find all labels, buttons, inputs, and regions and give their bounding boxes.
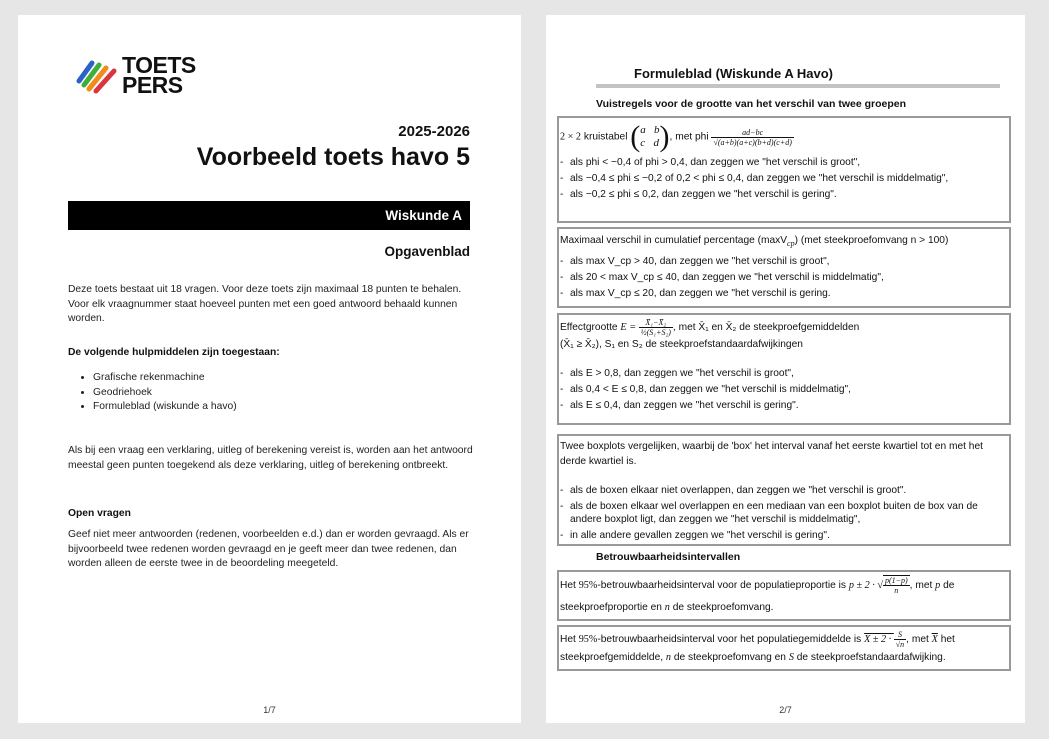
boxplot-rule-item: - als de boxen elkaar niet overlappen, dan zeggen we "het verschil is groot". <box>560 485 907 496</box>
effect-label: Effectgrootte <box>560 322 621 334</box>
page-2 <box>546 15 1025 723</box>
ci-mean-formula: $\frac{S}{√n}$ <box>895 630 905 649</box>
formula-sheet-title: Formuleblad (Wiskunde A Havo) <box>634 66 833 81</box>
vcp-rule-box: Maximaal verschil in cumulatief percentage (maxV$_{cp}$) (met steekproefomvang n > 100) - als max V_cp > 40, dan zeggen we "het verschil is groot", - als 20 < max V_cp ≤ 40, dan zeggen we "het verschil is middelmatig", - als max V_cp ≤ 20, dan zeggen we "het verschil is gering. <box>557 227 1011 308</box>
aid-item: • Geodriehoek <box>93 386 478 401</box>
boxplot-rule-item: - in alle andere gevallen zeggen we "het verschil is gering". <box>560 530 830 541</box>
phi-rule-item: - als −0,2 ≤ phi ≤ 0,2, dan zeggen we "het verschil is gering". <box>560 189 837 200</box>
ci-prop-formula: $\frac{p(1-p)}{n}$ <box>884 576 908 596</box>
section-heading-intervals: Betrouwbaarheidsintervallen <box>596 551 741 563</box>
aids-list <box>68 371 478 415</box>
vcp-rule-item: - als 20 < max V_cp ≤ 40, dan zeggen we "het verschil is middelmatig", <box>560 272 884 284</box>
logo-line-2: PERS <box>122 72 183 98</box>
phi-dims: 2 × 2 <box>560 131 582 143</box>
vcp-rule-item: - als max V_cp ≤ 20, dan zeggen we "het verschil is gering. <box>560 288 831 300</box>
boxplot-intro: Twee boxplots vergelijken, waarbij de 'box' het interval vanaf het eerste kwartiel tot en met het derde kwartiel is. <box>560 441 983 467</box>
crosstab-matrix: a b c d <box>640 124 660 149</box>
vcp-intro: Maximaal verschil in cumulatief percentage (maxV <box>560 235 788 246</box>
page-number: 2/7 <box>779 705 792 715</box>
phi-rule-item: - als −0,4 ≤ phi ≤ −0,2 of 0,2 < phi ≤ 0,4, dan zeggen we "het verschil is middelmatig", <box>560 173 949 184</box>
phi-rule-item: - als phi < −0,4 of phi > 0,4, dan zeggen we "het verschil is groot", <box>560 157 861 168</box>
effect-size-box: Effectgrootte E = $\frac{\text{X̄₁−X̄₂}}{\text{½(S₁+S₂)}}$ , met X̄₁ en X̄₂ de steekproefgemiddelden (X̄₁ ≥ X̄₂), S₁ en S₂ de steekproefstandaardafwijkingen - als E > 0,8, dan zeggen we "het verschil is groot", - als 0,4 < E ≤ 0,8, dan zeggen we "het verschil is middelmatig", - als E ≤ 0,4, dan zeggen we "het verschil is gering". <box>557 313 1011 425</box>
subject-banner: Wiskunde A <box>68 201 470 230</box>
intro-paragraph: Deze toets bestaat uit 18 vragen. Voor deze toets zijn maximaal 18 punten te behalen. Voor elk vraagnummer staat hoeveel punten met een goed antwoord behaald kunnen worden. <box>68 284 462 324</box>
logo-line-1: TOETS <box>122 52 196 78</box>
phi-label: kruistabel <box>581 131 631 143</box>
vcp-rule-item: - als max V_cp > 40, dan zeggen we "het verschil is groot", <box>560 256 830 268</box>
effect-rule-item: - als E ≤ 0,4, dan zeggen we "het verschil is gering". <box>560 400 799 411</box>
open-questions-heading: Open vragen <box>68 508 131 519</box>
section-heading-rules: Vuistregels voor de grootte van het verschil van twee groepen <box>596 98 907 110</box>
aid-item: • Grafische rekenmachine <box>93 371 478 386</box>
explanation-paragraph: Als bij een vraag een verklaring, uitleg of berekening vereist is, worden aan het antwoord meestal geen punten toegekend als deze verklaring, uitleg of berekening ontbreekt. <box>68 445 473 471</box>
boxplot-rule-box <box>557 434 1011 546</box>
aid-item: • Formuleblad (wiskunde a havo) <box>93 400 478 415</box>
phi-formula: $\frac{ad-bc}{√(a+b)(a+c)(b+d)(c+d)}$ <box>713 127 792 147</box>
aids-heading: De volgende hulpmiddelen zijn toegestaan: <box>68 347 280 358</box>
toetspers-logo <box>74 52 204 99</box>
effect-line-2: (X̄₁ ≥ X̄₂), S₁ en S₂ de steekproefstandaardafwijkingen <box>560 339 803 350</box>
document-subtitle: Opgavenblad <box>384 244 470 259</box>
boxplot-rule-item: - als de boxen elkaar wel overlappen en een mediaan van een boxplot buiten de box van de andere boxplot ligt, dan zeggen we "het verschil is middelmatig", <box>560 501 978 525</box>
school-year: 2025-2026 <box>398 123 470 140</box>
ci-mean-box: Het 95%-betrouwbaarheidsinterval voor het populatiegemiddelde is X ± 2 · $\frac{S}{√n}$ , met $\overline{X}$ het steekproefgemiddelde, n de steekproefomvang en S de steekproefstandaardafwijking. <box>557 625 1011 671</box>
phi-rule-box: 2 × 2 kruistabel (a b c d), met phi $\frac{ad-bc}{√(a+b)(a+c)(b+d)(c+d)}$ - als phi < −0,4 of phi > 0,4, dan zeggen we "het verschil is groot", - als −0,4 ≤ phi ≤ −0,2 of 0,2 < phi ≤ 0,4, dan zeggen we "het verschil is middelmatig", - als −0,2 ≤ phi ≤ 0,2, dan zeggen we "het verschil is gering". <box>557 116 1011 223</box>
page-number: 1/7 <box>263 705 276 715</box>
logo-stripes-icon <box>74 55 120 95</box>
aids-list-container <box>68 371 478 415</box>
open-questions-paragraph: Geef niet meer antwoorden (redenen, voorbeelden e.d.) dan er worden gevraagd. Als er bijvoorbeeld twee redenen worden gevraagd en je geeft meer dan twee redenen, dan worden alleen de eerste twee in de beoordeling meegeteld. <box>68 529 469 569</box>
ci-proportion-box: Het 95%-betrouwbaarheidsinterval voor de populatieproportie is p ± 2 · √ $\frac{p(1-p)}{n}$ , met p de steekproefproportie en n de steekproefomvang. <box>557 570 1011 621</box>
effect-formula: $\frac{\text{X̄₁−X̄₂}}{\text{½(S₁+S₂)}}$ <box>640 318 671 337</box>
document-title: Voorbeeld toets havo 5 <box>196 143 470 171</box>
effect-rule-item: - als E > 0,8, dan zeggen we "het verschil is groot", <box>560 368 794 379</box>
title-divider <box>596 84 1000 88</box>
effect-rule-item: - als 0,4 < E ≤ 0,8, dan zeggen we "het verschil is middelmatig", <box>560 384 851 395</box>
page-1 <box>18 15 521 723</box>
